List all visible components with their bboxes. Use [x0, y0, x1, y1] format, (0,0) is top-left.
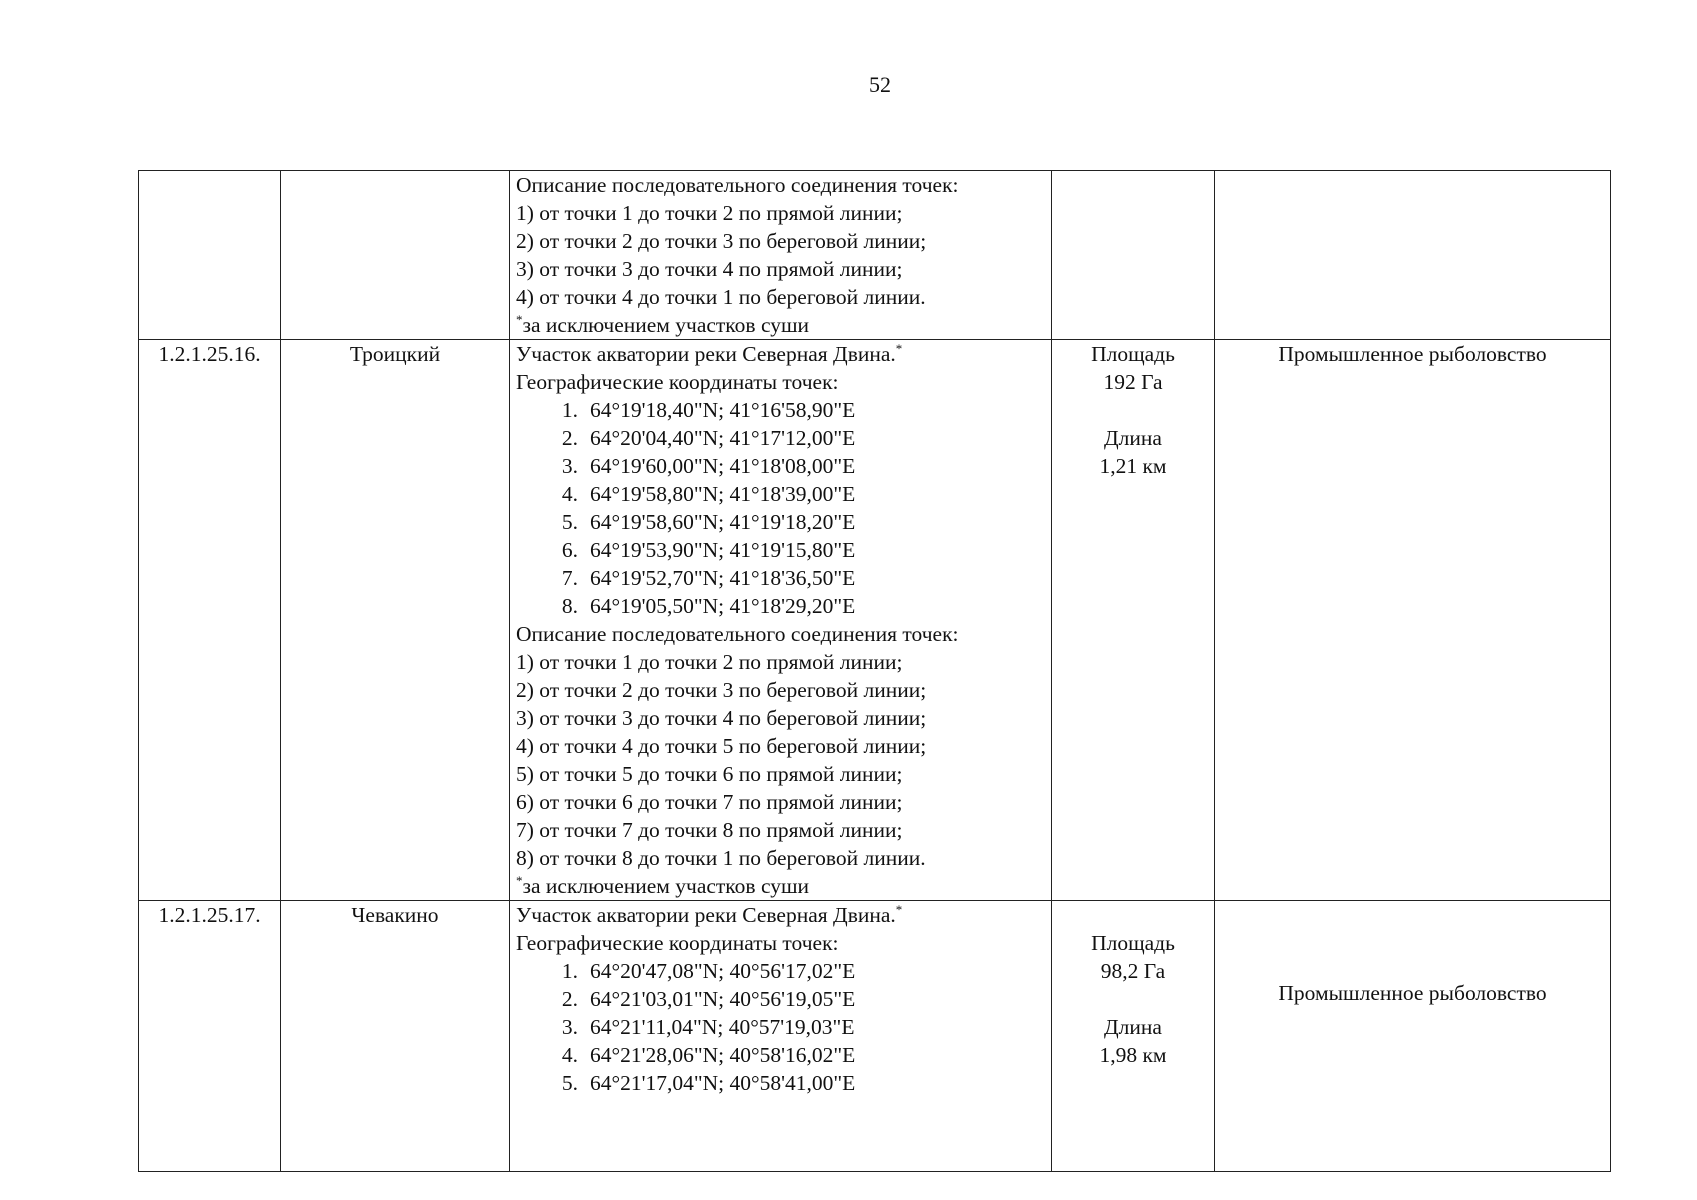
connection-title: Описание последовательного соединения точек: [516, 173, 959, 197]
connection-item: 6) от точки 6 до точки 7 по прямой линии; [516, 790, 903, 814]
length-label: Длина [1104, 1015, 1162, 1039]
area-params [1052, 340, 1215, 901]
area-value: 98,2 Га [1100, 959, 1166, 983]
area-name: Троицкий [281, 340, 510, 901]
coordinate-item: 3. 64°19'60,00"N; 41°18'08,00"E [561, 454, 856, 478]
area-params [1052, 171, 1215, 340]
coords-title: Географические координаты точек: [516, 931, 839, 955]
area-name [281, 171, 510, 340]
length-value: 1,21 км [1099, 454, 1167, 478]
coordinate-item: 5. 64°21'17,04"N; 40°58'41,00"E [561, 1071, 856, 1095]
area-header: Участок акватории реки Северная Двина.* [516, 901, 903, 927]
area-purpose: Промышленное рыболовство [1215, 901, 1611, 1172]
coordinate-item: 1. 64°19'18,40"N; 41°16'58,90"E [561, 398, 856, 422]
area-purpose [1215, 171, 1611, 340]
area-value: 192 Га [1103, 370, 1163, 394]
area-name: Чевакино [281, 901, 510, 1172]
area-label: Площадь [1091, 931, 1175, 955]
length-label: Длина [1104, 426, 1162, 450]
coordinate-item: 3. 64°21'11,04"N; 40°57'19,03"E [561, 1015, 855, 1039]
fishing-areas-table [138, 170, 1611, 1172]
connection-item: 1) от точки 1 до точки 2 по прямой линии; [516, 650, 903, 674]
coords-title: Географические координаты точек: [516, 370, 839, 394]
coordinate-item: 7. 64°19'52,70"N; 41°18'36,50"E [561, 566, 856, 590]
coordinate-item: 4. 64°21'28,06"N; 40°58'16,02"E [561, 1043, 856, 1067]
connection-item: 2) от точки 2 до точки 3 по береговой линии; [516, 678, 927, 702]
row-number: 1.2.1.25.17. [139, 901, 281, 1172]
connection-title: Описание последовательного соединения точек: [516, 622, 959, 646]
connection-item: 4) от точки 4 до точки 5 по береговой линии; [516, 734, 927, 758]
connection-item: 7) от точки 7 до точки 8 по прямой линии; [516, 818, 903, 842]
connection-item: 5) от точки 5 до точки 6 по прямой линии; [516, 762, 903, 786]
length-value: 1,98 км [1099, 1043, 1167, 1067]
table-row [139, 171, 1611, 340]
connection-item: 1) от точки 1 до точки 2 по прямой линии; [516, 201, 903, 225]
row-number: 1.2.1.25.16. [139, 340, 281, 901]
coordinate-item: 4. 64°19'58,80"N; 41°18'39,00"E [561, 482, 856, 506]
connection-item: 3) от точки 3 до точки 4 по береговой линии; [516, 706, 927, 730]
coordinate-item: 6. 64°19'53,90"N; 41°19'15,80"E [561, 538, 856, 562]
connection-item: 3) от точки 3 до точки 4 по прямой линии; [516, 257, 903, 281]
coordinate-item: 1. 64°20'47,08"N; 40°56'17,02"E [561, 959, 856, 983]
area-description [510, 340, 1052, 901]
connection-item: 4) от точки 4 до точки 1 по береговой линии. [516, 285, 926, 309]
table-row [139, 340, 1611, 901]
area-description [510, 171, 1052, 340]
area-description [510, 901, 1052, 1172]
area-params [1052, 901, 1215, 1172]
area-header: Участок акватории реки Северная Двина.* [516, 340, 903, 366]
area-purpose: Промышленное рыболовство [1215, 340, 1611, 901]
connection-item: 2) от точки 2 до точки 3 по береговой линии; [516, 229, 927, 253]
coordinate-item: 8. 64°19'05,50"N; 41°18'29,20"E [561, 594, 856, 618]
coordinate-item: 2. 64°20'04,40"N; 41°17'12,00"E [561, 426, 856, 450]
coordinate-item: 5. 64°19'58,60"N; 41°19'18,20"E [561, 510, 856, 534]
footnote: *за исключением участков суши [516, 872, 810, 898]
page-number: 52 [869, 72, 891, 97]
footnote: *за исключением участков суши [516, 311, 810, 337]
coordinate-item: 2. 64°21'03,01"N; 40°56'19,05"E [561, 987, 856, 1011]
row-number [139, 171, 281, 340]
area-label: Площадь [1091, 342, 1175, 366]
table-row [139, 901, 1611, 1172]
connection-item: 8) от точки 8 до точки 1 по береговой линии. [516, 846, 926, 870]
